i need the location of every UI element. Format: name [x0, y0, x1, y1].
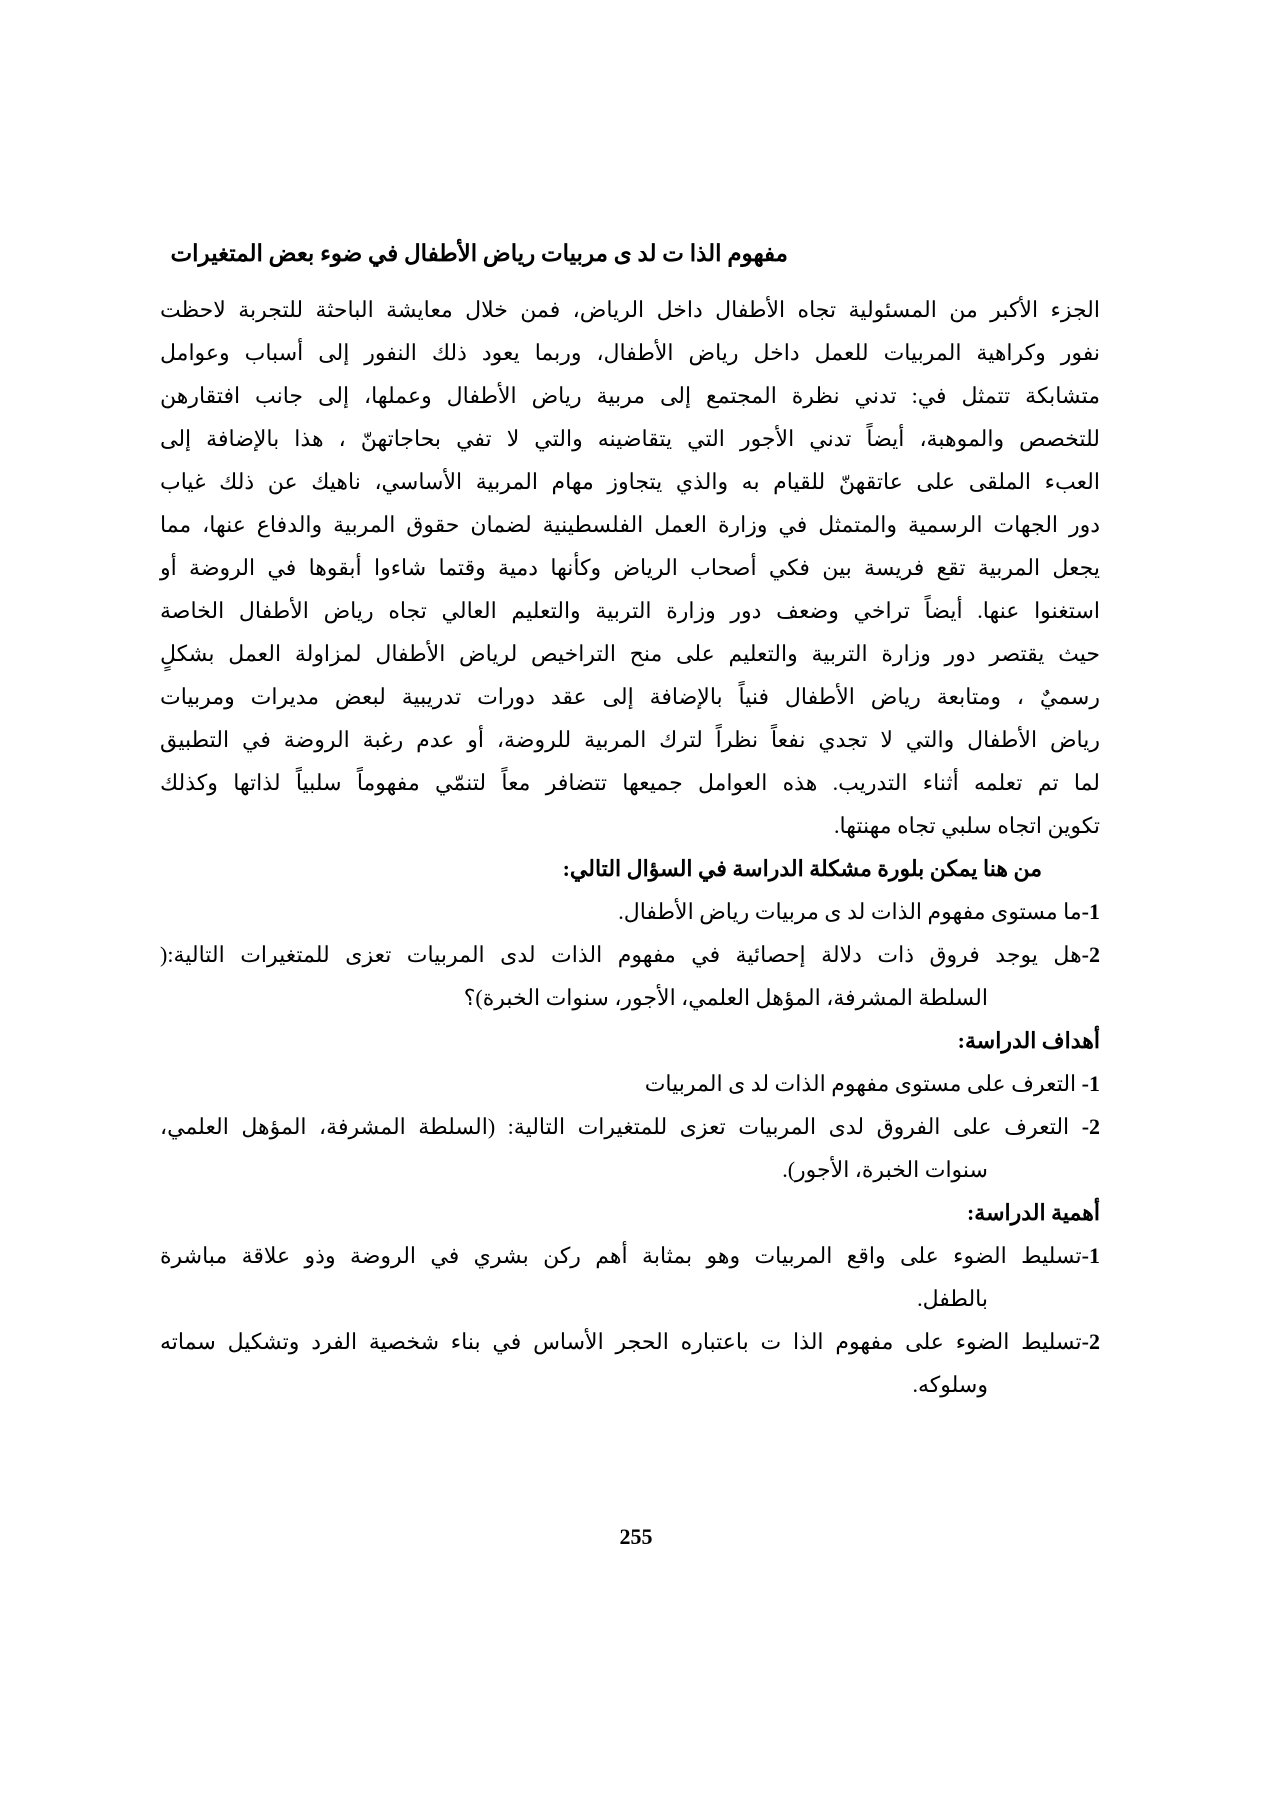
list-item-importance-1: [160, 1234, 1100, 1277]
paragraph-line: رياض الأطفال والتي لا تجدي نفعاً نظراً لترك المربية للروضة، أو عدم رغبة الروضة في التطبيق: [160, 727, 1100, 752]
list-item-marker: 2-: [1081, 942, 1100, 967]
paragraph-line: للتخصص والموهبة، أيضاً تدني الأجور التي يتقاضينه والتي لا تفي بحاجاتهنّ ، هذا بالإضافة إلى: [160, 426, 1100, 451]
section-heading-importance: أهمية الدراسة:: [966, 1200, 1100, 1225]
intro-paragraph: [160, 288, 1100, 847]
list-item-text: التعرف على الفروق لدى المربيات تعزى للمتغيرات التالية: (السلطة المشرفة، المؤهل العلمي،: [160, 1114, 1070, 1139]
list-item-objective-1: [160, 1062, 1100, 1105]
list-item-text: ما مستوى مفهوم الذات لد ى مربيات رياض الأطفال.: [618, 899, 1082, 924]
list-item-objective-2: [160, 1105, 1100, 1148]
paragraph-line: استغنوا عنها. أيضاً تراخي وضعف دور وزارة التربية والتعليم العالي تجاه رياض الأطفال الخاصة: [160, 598, 1100, 623]
list-item-marker: 2-: [1081, 1114, 1101, 1139]
list-item-continuation: بالطفل.: [917, 1286, 988, 1311]
paragraph-line: رسميٌ ، ومتابعة رياض الأطفال فنياً بالإضافة إلى عقد دورات تدريبية لبعض مديرات ومربيات: [160, 684, 1100, 709]
list-item-continuation: السلطة المشرفة، المؤهل العلمي، الأجور، سنوات الخبرة)؟: [463, 985, 988, 1010]
list-item-text: التعرف على مستوى مفهوم الذات لد ى المربيات: [644, 1071, 1077, 1096]
document-body: [160, 241, 1100, 1406]
list-item-continuation: سنوات الخبرة، الأجور).: [782, 1157, 988, 1182]
page-title: مفهوم الذا ت لد ى مربيات رياض الأطفال في ضوء بعض المتغيرات: [170, 241, 788, 266]
list-item-text: هل يوجد فروق ذات دلالة إحصائية في مفهوم الذات لدى المربيات تعزى للمتغيرات التالية:(: [160, 942, 1082, 967]
paragraph-line: حيث يقتصر دور وزارة التربية والتعليم على منح التراخيص لرياض الأطفال لمزاولة العمل بشكلٍ: [160, 641, 1100, 666]
paragraph-line: الجزء الأكبر من المسئولية تجاه الأطفال داخل الرياض، فمن خلال معايشة الباحثة للتجربة لاحظت: [160, 297, 1100, 322]
list-item-marker: 1-: [1081, 1071, 1100, 1096]
paragraph-line: لما تم تعلمه أثناء التدريب. هذه العوامل جميعها تتضافر معاً لتنمّي مفهوماً سلبياً لذاتها وكذلك: [160, 770, 1100, 795]
paragraph-line: تكوين اتجاه سلبي تجاه مهنتها.: [834, 813, 1100, 838]
paragraph-line: يجعل المربية تقع فريسة بين فكي أصحاب الرياض وكأنها دمية وقتما شاءوا أبقوها في الروضة أو: [160, 555, 1100, 580]
paragraph-line: العبء الملقى على عاتقهنّ للقيام به والذي يتجاوز مهام المربية الأساسي، ناهيك عن ذلك غياب: [160, 469, 1100, 494]
list-item-question-1: [160, 890, 1100, 933]
list-item-text: تسليط الضوء على واقع المربيات وهو بمثابة أهم ركن بشري في الروضة وذو علاقة مباشرة: [160, 1243, 1082, 1268]
page-number: 255: [619, 1524, 653, 1549]
paragraph-line: متشابكة تتمثل في: تدني نظرة المجتمع إلى مربية رياض الأطفال وعملها، إلى جانب افتقارهن: [160, 383, 1100, 408]
section-heading-problem: من هنا يمكن بلورة مشكلة الدراسة في السؤال التالي:: [562, 856, 1042, 881]
list-item-marker: 1-: [1081, 1243, 1100, 1268]
section-heading-objectives: أهداف الدراسة:: [957, 1028, 1100, 1053]
list-item-marker: 1-: [1081, 899, 1100, 924]
list-item-question-2: [160, 933, 1100, 976]
list-item-marker: 2-: [1081, 1329, 1100, 1354]
list-item-text: تسليط الضوء على مفهوم الذا ت باعتباره الحجر الأساس في بناء شخصية الفرد وتشكيل سماته: [160, 1329, 1082, 1354]
list-item-importance-2: [160, 1320, 1100, 1363]
list-item-continuation: وسلوكه.: [912, 1372, 988, 1397]
paragraph-line: نفور وكراهية المربيات للعمل داخل رياض الأطفال، وربما يعود ذلك النفور إلى أسباب وعوامل: [160, 340, 1100, 365]
paragraph-line: دور الجهات الرسمية والمتمثل في وزارة العمل الفلسطينية لضمان حقوق المربية والدفاع عنها، مما: [160, 512, 1100, 537]
